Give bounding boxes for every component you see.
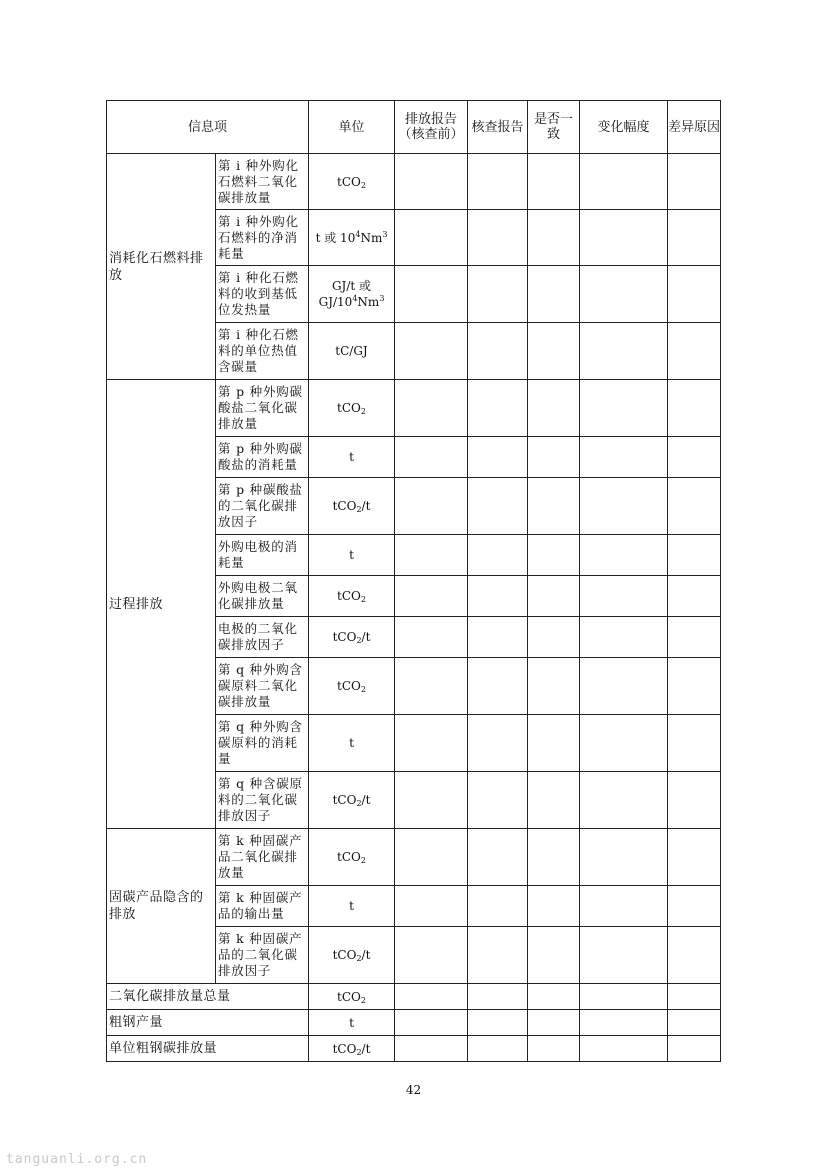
header-change: 变化幅度 (580, 101, 668, 154)
cell-report-pre (395, 715, 468, 772)
cell-report-pre (395, 323, 468, 380)
unit-label: tCO$_2$/t (309, 478, 395, 535)
cell-reason (668, 380, 721, 437)
cell-consistent (528, 886, 580, 927)
cell-report-pre (395, 154, 468, 210)
category-fossil-fuel: 消耗化石燃料排放 (107, 154, 216, 380)
cell-reason (668, 886, 721, 927)
unit-label: t (309, 886, 395, 927)
cell-report-pre (395, 535, 468, 576)
cell-consistent (528, 1036, 580, 1062)
header-row (107, 101, 721, 154)
cell-verified (468, 829, 528, 886)
cell-verified (468, 576, 528, 617)
cell-change (580, 535, 668, 576)
cell-change (580, 715, 668, 772)
cell-consistent (528, 154, 580, 210)
item-label: 第 k 种固碳产品的输出量 (216, 886, 309, 927)
item-label: 外购电极的消耗量 (216, 535, 309, 576)
cell-consistent (528, 266, 580, 323)
cell-verified (468, 1036, 528, 1062)
cell-report-pre (395, 576, 468, 617)
unit-label: tC/GJ (309, 323, 395, 380)
total-item-label: 粗钢产量 (107, 1010, 309, 1036)
header-report-pre: 排放报告（核查前） (395, 101, 468, 154)
cell-reason (668, 576, 721, 617)
cell-consistent (528, 1010, 580, 1036)
item-label: 第 i 种化石燃料的收到基低位发热量 (216, 266, 309, 323)
unit-label: tCO$_2$ (309, 658, 395, 715)
cell-reason (668, 323, 721, 380)
item-label: 第 q 种外购含碳原料的消耗量 (216, 715, 309, 772)
table-row (107, 1010, 721, 1036)
cell-verified (468, 323, 528, 380)
item-label: 第 p 种外购碳酸盐二氧化碳排放量 (216, 380, 309, 437)
cell-consistent (528, 617, 580, 658)
header-info-item: 信息项 (107, 101, 309, 154)
cell-reason (668, 437, 721, 478)
cell-report-pre (395, 1010, 468, 1036)
cell-report-pre (395, 772, 468, 829)
unit-label: tCO$_2$ (309, 984, 395, 1010)
cell-consistent (528, 772, 580, 829)
cell-verified (468, 886, 528, 927)
item-label: 第 k 种固碳产品二氧化碳排放量 (216, 829, 309, 886)
item-label: 第 q 种含碳原料的二氧化碳排放因子 (216, 772, 309, 829)
cell-change (580, 576, 668, 617)
item-label: 电极的二氧化碳排放因子 (216, 617, 309, 658)
cell-reason (668, 829, 721, 886)
unit-label: tCO$_2$/t (309, 617, 395, 658)
cell-report-pre (395, 437, 468, 478)
table-row (107, 154, 721, 210)
cell-verified (468, 380, 528, 437)
watermark-text: tanguanli.org.cn (6, 1152, 148, 1167)
cell-verified (468, 715, 528, 772)
cell-reason (668, 154, 721, 210)
category-process: 过程排放 (107, 380, 216, 829)
unit-label: tCO$_2$ (309, 154, 395, 210)
cell-reason (668, 478, 721, 535)
category-carbon-fixing-products: 固碳产品隐含的排放 (107, 829, 216, 984)
cell-verified (468, 535, 528, 576)
cell-report-pre (395, 886, 468, 927)
cell-verified (468, 210, 528, 266)
header-diff-reason: 差异原因 (668, 101, 721, 154)
cell-change (580, 658, 668, 715)
item-label: 第 p 种碳酸盐的二氧化碳排放因子 (216, 478, 309, 535)
unit-label: t (309, 535, 395, 576)
cell-change (580, 617, 668, 658)
header-verified-report: 核查报告 (468, 101, 528, 154)
item-label: 第 i 种化石燃料的单位热值含碳量 (216, 323, 309, 380)
table-row (107, 984, 721, 1010)
cell-verified (468, 437, 528, 478)
header-consistent: 是否一致 (528, 101, 580, 154)
cell-reason (668, 772, 721, 829)
item-label: 外购电极二氧化碳排放量 (216, 576, 309, 617)
cell-verified (468, 1010, 528, 1036)
cell-consistent (528, 984, 580, 1010)
table-row (107, 1036, 721, 1062)
cell-verified (468, 617, 528, 658)
unit-label: tCO$_2$ (309, 380, 395, 437)
cell-change (580, 772, 668, 829)
cell-consistent (528, 658, 580, 715)
item-label: 第 i 种外购化石燃料的净消耗量 (216, 210, 309, 266)
cell-consistent (528, 829, 580, 886)
cell-change (580, 437, 668, 478)
cell-consistent (528, 437, 580, 478)
unit-label: tCO$_2$/t (309, 1036, 395, 1062)
cell-change (580, 478, 668, 535)
cell-verified (468, 266, 528, 323)
cell-report-pre (395, 210, 468, 266)
cell-consistent (528, 927, 580, 984)
cell-verified (468, 478, 528, 535)
cell-report-pre (395, 478, 468, 535)
cell-consistent (528, 380, 580, 437)
cell-change (580, 829, 668, 886)
cell-consistent (528, 210, 580, 266)
cell-report-pre (395, 927, 468, 984)
cell-report-pre (395, 984, 468, 1010)
cell-verified (468, 927, 528, 984)
cell-reason (668, 927, 721, 984)
cell-reason (668, 617, 721, 658)
cell-change (580, 323, 668, 380)
cell-change (580, 266, 668, 323)
cell-report-pre (395, 1036, 468, 1062)
cell-reason (668, 658, 721, 715)
cell-verified (468, 772, 528, 829)
unit-label: t (309, 715, 395, 772)
unit-label: tCO$_2$/t (309, 772, 395, 829)
unit-label: tCO$_2$ (309, 576, 395, 617)
cell-consistent (528, 535, 580, 576)
item-label: 第 k 种固碳产品的二氧化碳排放因子 (216, 927, 309, 984)
cell-reason (668, 984, 721, 1010)
item-label: 第 i 种外购化石燃料二氧化碳排放量 (216, 154, 309, 210)
unit-label: t (309, 1010, 395, 1036)
table-row (107, 829, 721, 886)
cell-change (580, 1010, 668, 1036)
cell-change (580, 154, 668, 210)
cell-reason (668, 715, 721, 772)
item-label: 第 p 种外购碳酸盐的消耗量 (216, 437, 309, 478)
cell-change (580, 1036, 668, 1062)
total-item-label: 二氧化碳排放量总量 (107, 984, 309, 1010)
cell-report-pre (395, 380, 468, 437)
page-number: 42 (405, 1083, 422, 1097)
cell-reason (668, 1036, 721, 1062)
cell-verified (468, 154, 528, 210)
cell-change (580, 210, 668, 266)
cell-report-pre (395, 829, 468, 886)
cell-report-pre (395, 266, 468, 323)
cell-consistent (528, 478, 580, 535)
cell-verified (468, 984, 528, 1010)
cell-change (580, 984, 668, 1010)
cell-change (580, 380, 668, 437)
cell-consistent (528, 715, 580, 772)
total-item-label: 单位粗钢碳排放量 (107, 1036, 309, 1062)
header-unit: 单位 (309, 101, 395, 154)
unit-label: t (309, 437, 395, 478)
cell-consistent (528, 323, 580, 380)
cell-report-pre (395, 658, 468, 715)
unit-label: tCO$_2$ (309, 829, 395, 886)
cell-verified (468, 658, 528, 715)
unit-label: tCO$_2$/t (309, 927, 395, 984)
cell-consistent (528, 576, 580, 617)
unit-label: t 或 $10^4Nm^3$ (309, 210, 395, 266)
verification-comparison-table (106, 100, 721, 1062)
unit-label: GJ/t 或 $GJ/10^4Nm^3$ (309, 266, 395, 323)
cell-reason (668, 1010, 721, 1036)
cell-reason (668, 266, 721, 323)
table-row (107, 380, 721, 437)
cell-change (580, 927, 668, 984)
cell-reason (668, 210, 721, 266)
cell-change (580, 886, 668, 927)
cell-report-pre (395, 617, 468, 658)
cell-reason (668, 535, 721, 576)
item-label: 第 q 种外购含碳原料二氧化碳排放量 (216, 658, 309, 715)
